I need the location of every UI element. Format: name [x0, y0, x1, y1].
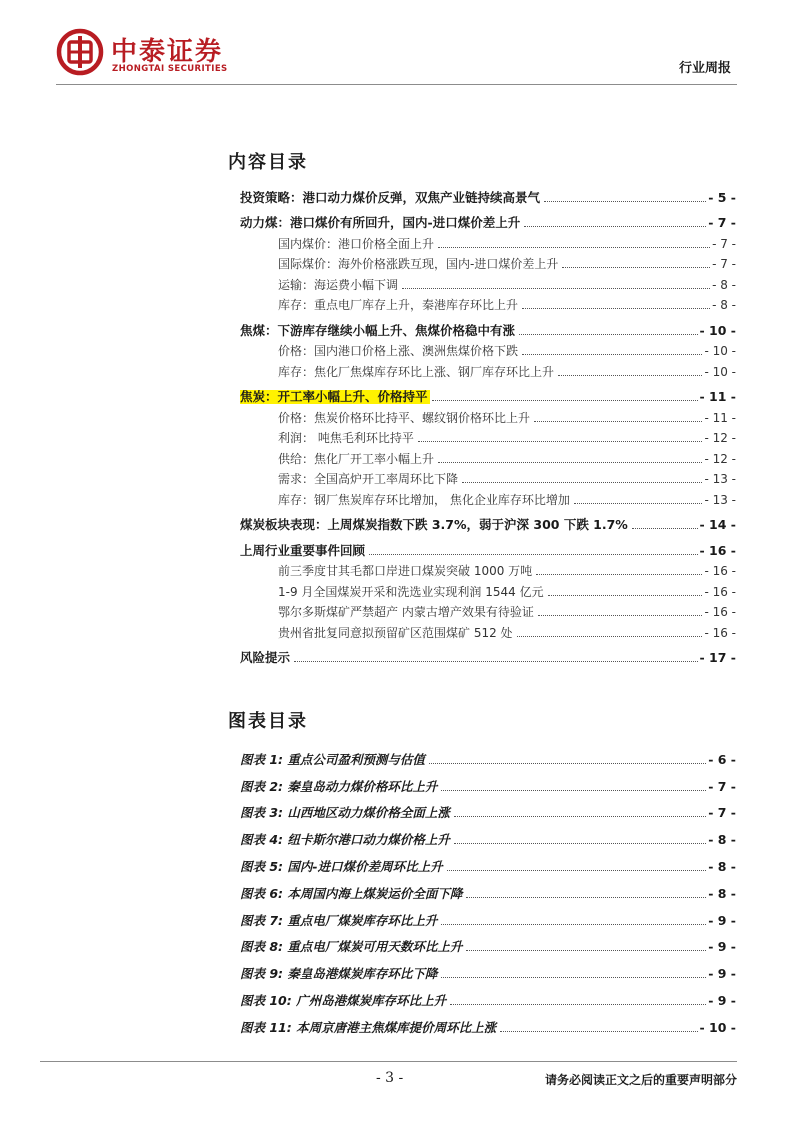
entry-page-number: - 10 - [704, 364, 736, 379]
entry-label: 前三季度甘其毛都口岸进口煤炭突破 1000 万吨 [278, 564, 533, 578]
entry-page-number: - 9 - [708, 912, 736, 928]
dot-leader [562, 267, 710, 268]
dot-leader [429, 763, 706, 764]
dot-leader [536, 574, 702, 575]
entry-label: 图表 5: 国内-进口煤价差周环比上升 [240, 858, 443, 874]
company-name-cn: 中泰证券 [111, 37, 224, 67]
dot-leader [544, 201, 706, 202]
dot-leader [418, 441, 703, 442]
figure-entry[interactable] [240, 1008, 736, 1035]
dot-leader [294, 661, 698, 662]
dot-leader [438, 247, 710, 248]
footer-disclaimer: 请务必阅读正文之后的重要声明部分 [544, 1073, 737, 1087]
toc-entry[interactable] [240, 317, 736, 338]
entry-label: 焦煤：下游库存继续小幅上升、焦煤价格稳中有涨 [240, 322, 516, 338]
entry-page-number: - 16 - [704, 625, 736, 640]
figure-entry[interactable] [240, 928, 736, 955]
toc-entry[interactable] [240, 210, 736, 231]
dot-leader [519, 334, 698, 335]
dot-leader [534, 421, 702, 422]
figure-entry[interactable] [240, 981, 736, 1008]
figure-entry[interactable] [240, 874, 736, 901]
entry-label: 图表 6: 本周国内海上煤炭运价全面下降 [240, 885, 463, 901]
entry-page-number: - 8 - [708, 858, 736, 874]
toc-entry[interactable] [240, 537, 736, 558]
entry-page-number: - 12 - [704, 451, 736, 466]
dot-leader [466, 897, 706, 898]
dot-leader [441, 924, 706, 925]
entry-page-number: - 17 - [699, 650, 736, 665]
entry-label: 图表 2: 秦皇岛动力煤价格环比上升 [240, 778, 438, 794]
entry-label: 图表 7: 重点电厂煤炭库存环比上升 [240, 912, 438, 928]
dot-leader [447, 870, 707, 871]
entry-label: 图表 9: 秦皇岛港煤炭库存环比下降 [240, 966, 438, 982]
entry-page-number: - 16 - [699, 542, 736, 558]
entry-page-number: - 5 - [708, 189, 736, 205]
entry-page-number: - 16 - [704, 605, 736, 619]
toc-entry[interactable] [240, 445, 736, 466]
entry-label: 贵州省批复同意拟预留矿区范围煤矿 512 处 [278, 625, 513, 640]
list-of-figures [240, 740, 736, 1035]
entry-page-number: - 8 - [708, 885, 736, 901]
entry-page-number: - 10 - [699, 322, 736, 338]
entry-page-number: - 11 - [704, 410, 736, 425]
dot-leader [632, 528, 698, 529]
dot-leader [574, 503, 703, 504]
figure-entry[interactable] [240, 954, 736, 981]
entry-label: 库存：焦化厂焦煤库存环比上涨、钢厂库存环比上升 [278, 364, 555, 379]
entry-page-number: - 8 - [708, 832, 736, 848]
toc-entry[interactable] [240, 358, 736, 379]
dot-leader [454, 843, 706, 844]
entry-page-number: - 12 - [704, 431, 736, 445]
entry-page-number: - 6 - [708, 751, 736, 767]
page-number: - 3 - [376, 1070, 404, 1086]
toc-entry[interactable] [240, 184, 736, 205]
entry-page-number: - 8 - [712, 277, 736, 292]
figure-entry[interactable] [240, 847, 736, 874]
entry-page-number: - 13 - [704, 472, 736, 486]
entry-page-number: - 9 - [708, 966, 736, 982]
entry-label: 图表 3: 山西地区动力煤价格全面上涨 [240, 805, 450, 821]
dot-leader [522, 354, 702, 355]
entry-page-number: - 11 - [699, 389, 736, 404]
footer-divider [40, 1061, 737, 1062]
entry-page-number: - 9 - [708, 992, 736, 1008]
toc-entry[interactable] [240, 512, 736, 533]
entry-label: 上周行业重要事件回顾 [240, 542, 366, 558]
entry-page-number: - 7 - [712, 257, 736, 271]
dot-leader [438, 462, 702, 463]
toc-entry[interactable] [240, 645, 736, 666]
entry-label: 煤炭板块表现：上周煤炭指数下跌 3.7%，弱于沪深 300 下跌 1.7% [240, 517, 628, 532]
figure-entry[interactable] [240, 820, 736, 847]
figure-entry[interactable] [240, 794, 736, 821]
header-divider [56, 84, 737, 85]
toc-entry[interactable] [240, 619, 736, 640]
entry-page-number: - 10 - [699, 1019, 736, 1035]
entry-page-number: - 16 - [704, 584, 736, 599]
toc-entry[interactable] [240, 251, 736, 272]
entry-label: 图表 4: 纽卡斯尔港口动力煤价格上升 [240, 832, 450, 848]
company-name-en: ZHONGTAI SECURITIES [112, 64, 228, 74]
figure-entry[interactable] [240, 740, 736, 767]
dot-leader [500, 1031, 697, 1032]
entry-label: 国际煤价：海外价格涨跌互现，国内-进口煤价差上升 [278, 257, 559, 271]
toc-entry[interactable] [240, 599, 736, 620]
figure-entry[interactable] [240, 767, 736, 794]
entry-label: 图表 8: 重点电厂煤炭可用天数环比上升 [240, 939, 463, 955]
entry-label: 鄂尔多斯煤矿严禁超产 内蒙古增产效果有待验证 [278, 605, 534, 619]
toc-entry[interactable] [240, 271, 736, 292]
dot-leader [522, 308, 710, 309]
dot-leader [462, 482, 702, 483]
toc-entry[interactable] [240, 578, 736, 599]
entry-label: 1-9 月全国煤炭开采和洗选业实现利润 1544 亿元 [278, 584, 544, 599]
entry-page-number: - 16 - [704, 564, 736, 578]
table-of-contents [240, 184, 736, 665]
toc-entry[interactable] [240, 404, 736, 425]
figures-title: 图表目录 [228, 711, 308, 732]
toc-entry[interactable] [240, 558, 736, 579]
toc-entry[interactable] [240, 292, 736, 313]
entry-label: 图表 11: 本周京唐港主焦煤库提价周环比上涨 [240, 1019, 497, 1035]
dot-leader [454, 816, 706, 817]
dot-leader [548, 595, 703, 596]
entry-label: 价格：国内港口价格上涨、澳洲焦煤价格下跌 [278, 344, 519, 358]
dot-leader [517, 636, 703, 637]
entry-page-number: - 8 - [712, 298, 736, 312]
entry-label: 运输：海运费小幅下调 [278, 277, 399, 292]
dot-leader [402, 288, 710, 289]
dot-leader [432, 400, 698, 401]
entry-page-number: - 13 - [704, 492, 736, 507]
entry-label: 图表 1: 重点公司盈利预测与估值 [240, 751, 425, 767]
entry-label: 投资策略：港口动力煤价反弹，双焦产业链持续高景气 [240, 189, 541, 205]
toc-entry[interactable] [240, 230, 736, 251]
toc-entry[interactable] [240, 486, 736, 507]
dot-leader [558, 375, 702, 376]
entry-label: 风险提示 [240, 650, 291, 665]
entry-page-number: - 14 - [699, 517, 736, 532]
entry-label: 供给：焦化厂开工率小幅上升 [278, 451, 435, 466]
zhongtai-logo-icon [56, 28, 104, 76]
entry-label: 价格：焦炭价格环比持平、螺纹钢价格环比上升 [278, 410, 531, 425]
figure-entry[interactable] [240, 901, 736, 928]
dot-leader [450, 1004, 706, 1005]
document-type: 行业周报 [678, 61, 731, 76]
entry-label: 焦炭：开工率小幅上升、价格持平 [240, 389, 428, 404]
entry-page-number: - 9 - [708, 939, 736, 955]
toc-entry[interactable] [240, 384, 736, 405]
entry-label: 库存：重点电厂库存上升，秦港库存环比上升 [278, 298, 519, 312]
dot-leader [524, 226, 706, 227]
entry-label: 库存：钢厂焦炭库存环比增加， 焦化企业库存环比增加 [278, 492, 570, 507]
dot-leader [441, 977, 706, 978]
toc-entry[interactable] [240, 338, 736, 359]
entry-page-number: - 7 - [708, 778, 736, 794]
entry-page-number: - 10 - [704, 344, 736, 358]
toc-entry[interactable] [240, 425, 736, 446]
entry-page-number: - 7 - [708, 215, 736, 230]
dot-leader [538, 615, 703, 616]
dot-leader [369, 554, 698, 555]
entry-label: 利润： 吨焦毛利环比持平 [278, 431, 414, 445]
toc-entry[interactable] [240, 466, 736, 487]
dot-leader [466, 950, 706, 951]
contents-title: 内容目录 [228, 152, 308, 173]
page-header [0, 0, 793, 100]
entry-label: 需求：全国高炉开工率周环比下降 [278, 472, 459, 486]
entry-label: 图表 10: 广州岛港煤炭库存环比上升 [240, 992, 447, 1008]
entry-label: 动力煤：港口煤价有所回升，国内-进口煤价差上升 [240, 215, 521, 230]
entry-label: 国内煤价：港口价格全面上升 [278, 236, 435, 251]
entry-page-number: - 7 - [712, 236, 736, 251]
dot-leader [441, 790, 706, 791]
entry-page-number: - 7 - [708, 805, 736, 821]
